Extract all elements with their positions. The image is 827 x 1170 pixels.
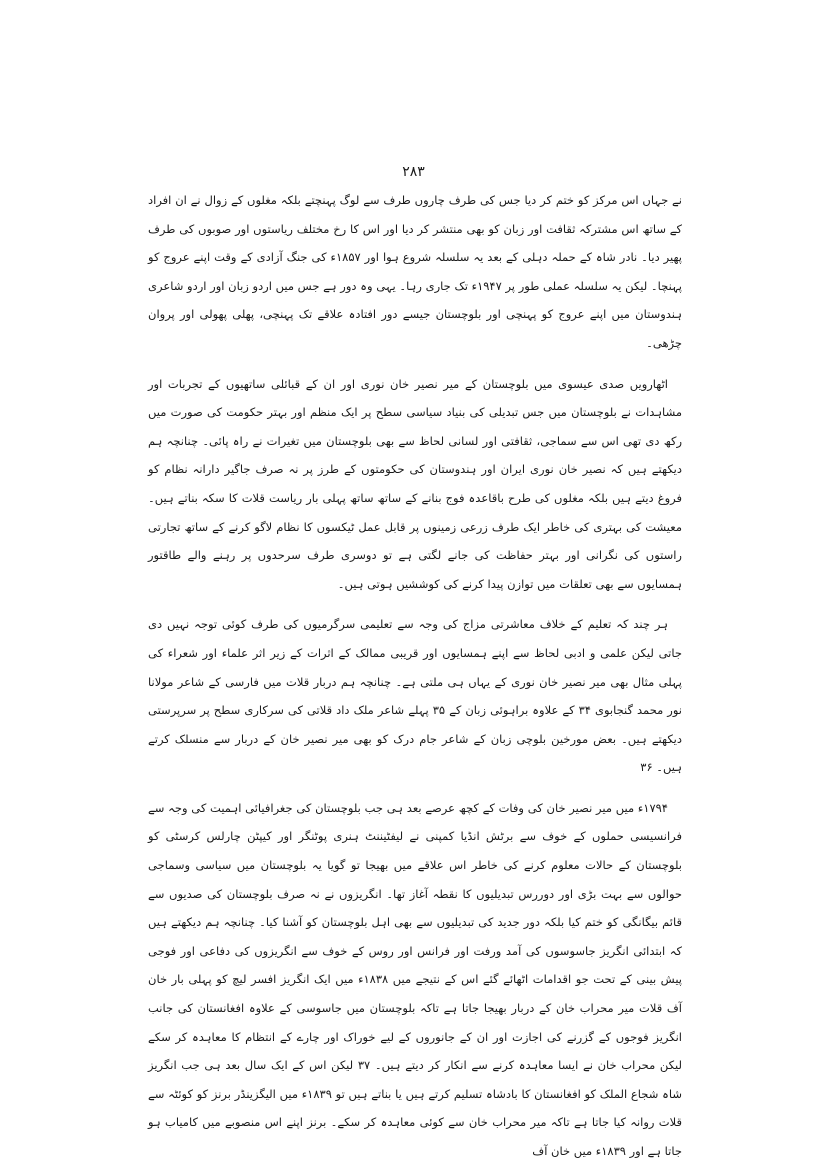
paragraph-literary-patronage: ہر چند کہ تعلیم کے خلاف معاشرتی مزاج کی وجہ سے تعلیمی سرگرمیوں کی طرف کوئی توجہ نہیں دی جاتی لیکن علمی و ادبی لحاظ سے اپنے ہمسایوں اور قریبی ممالک کے اثرات کے زیر اثر علماء اور شعراء کی پہلی مثال بھی میر نصیر خان نوری کے یہاں ہی ملتی ہے۔ چنانچہ ہم دربار قلات میں فارسی کے شاعر مولانا نور محمد گنجابوی ۳۴ کے علاوہ براہوئی زبان کے ۳۵ پہلے شاعر ملک داد قلاتی کی سرکاری سطح پر سرپرستی دیکھتے ہیں۔ بعض مورخین بلوچی زبان کے شاعر جام درک کو بھی میر نصیر خان کے دربار سے منسلک کرتے ہیں۔ ۳۶ xyxy=(148,617,682,775)
paragraph-continuation: نے جہاں اس مرکز کو ختم کر دیا جس کی طرف چاروں طرف سے لوگ پہنچتے بلکہ مغلوں کے زوال نے ان افراد کے ساتھ اس مشترکہ ثقافت اور زبان کو بھی منتشر کر دیا اور اس کا رخ مختلف ریاستوں اور صوبوں کی طرف پھیر دیا۔ نادر شاہ کے حملہ دہلی کے بعد یہ سلسلہ شروع ہوا اور ۱۸۵۷ء کی جنگ آزادی کے وقت اپنے عروج کو پہنچا۔ لیکن یہ سلسلہ عملی طور پر ۱۹۴۷ء تک جاری رہا۔ یہی وہ دور ہے جس میں اردو زبان اور اردو شاعری ہندوستان میں اپنے عروج کو پہنچی اور بلوچستان جیسے دور افتادہ علاقے تک پہنچی، پھلی پھولی اور پروان چڑھی۔ xyxy=(148,193,683,350)
page-number: ۲۸۳ xyxy=(402,164,425,180)
paragraph-nasir-khan-reforms: اٹھارویں صدی عیسوی میں بلوچستان کے میر نصیر خان نوری اور ان کے قبائلی ساتھیوں کے تجربات اور مشاہدات نے بلوچستان میں جس تبدیلی کی بنیاد سیاسی سطح پر ایک منظم اور بہتر حکومت کی صورت میں رکھ دی تھی اس سے سماجی، ثقافتی اور لسانی لحاظ سے بھی بلوچستان میں تغیرات نے راہ پائی۔ چنانچہ ہم دیکھتے ہیں کہ نصیر خان نوری ایران اور ہندوستان کی حکومتوں کے طرز پر نہ صرف جاگیر دارانہ نظام کو فروغ دیتے ہیں بلکہ مغلوں کی طرح باقاعدہ فوج بنانے کے ساتھ ساتھ پہلی بار ریاست قلات کا سکہ بناتے ہیں۔ معیشت کی بہتری کی خاطر ایک طرف زرعی زمینوں پر قابل عمل ٹیکسوں کا نظام لاگو کرنے کے ساتھ تجارتی راستوں کی نگرانی اور بہتر حفاظت کی جانے لگتی ہے تو دوسری طرف سرحدوں پر رہنے والے طاقتور ہمسایوں سے بھی تعلقات میں توازن پیدا کرنے کی کوششیں ہوتی ہیں۔ xyxy=(148,376,682,591)
paragraph-british-arrival: ۱۷۹۴ء میں میر نصیر خان کی وفات کے کچھ عرصے بعد ہی جب بلوچستان کی جغرافیائی اہمیت کی وجہ سے فرانسیسی حملوں کے خوف سے برٹش انڈیا کمپنی نے لیفٹیننٹ ہنری پوٹنگر اور کیپٹن چارلس کرسٹی کو بلوچستان کے حالات معلوم کرنے کی خاطر اس علاقے میں بھیجا تو گویا یہ بلوچستان میں سیاسی وسماجی حوالوں سے بہت بڑی اور دوررس تبدیلیوں کا نقطہ آغاز تھا۔ انگریزوں نے نہ صرف بلوچستان کی صدیوں سے قائم بیگانگی کو ختم کیا بلکہ دور جدید کی تبدیلیوں سے بھی اہل بلوچستان کو آشنا کیا۔ چنانچہ ہم دیکھتے ہیں کہ ابتدائی انگریز جاسوسوں کی آمد ورفت اور فرانس اور روس کے خوف سے انگریزوں کی دفاعی اور فوجی پیش بینی کے تحت جو اقدامات اٹھائے گئے اس کے نتیجے میں ۱۸۳۸ء میں ایک انگریز افسر لیچ کو پہلی بار خان آف قلات میر محراب خان کے دربار بھیجا جاتا ہے تاکہ بلوچستان میں جاسوسی کے علاوہ افغانستان کی جانب انگریز فوجوں کے گزرنے کی اجازت اور ان کے جانوروں کے لیے خوراک اور چارے کے انتظام کا معاہدہ کر سکے لیکن محراب خان نے ایسا معاہدہ کرنے سے انکار کر دیتے ہیں۔ ۳۷ لیکن اس کے ایک سال بعد ہی جب انگریز شاہ شجاع الملک کو افغانستان کا بادشاہ تسلیم کرتے ہیں یا بناتے ہیں تو ۱۸۳۹ء میں الیگزینڈر برنز کو کوئٹہ سے قلات روانہ کیا جاتا ہے تاکہ میر محراب خان سے کوئی معاہدہ کر سکے۔ برنز اپنے اس منصوبے میں کامیاب ہو جاتا ہے اور ۱۸۳۹ء میں خان آف xyxy=(148,800,682,1158)
body-text xyxy=(148,186,682,1166)
